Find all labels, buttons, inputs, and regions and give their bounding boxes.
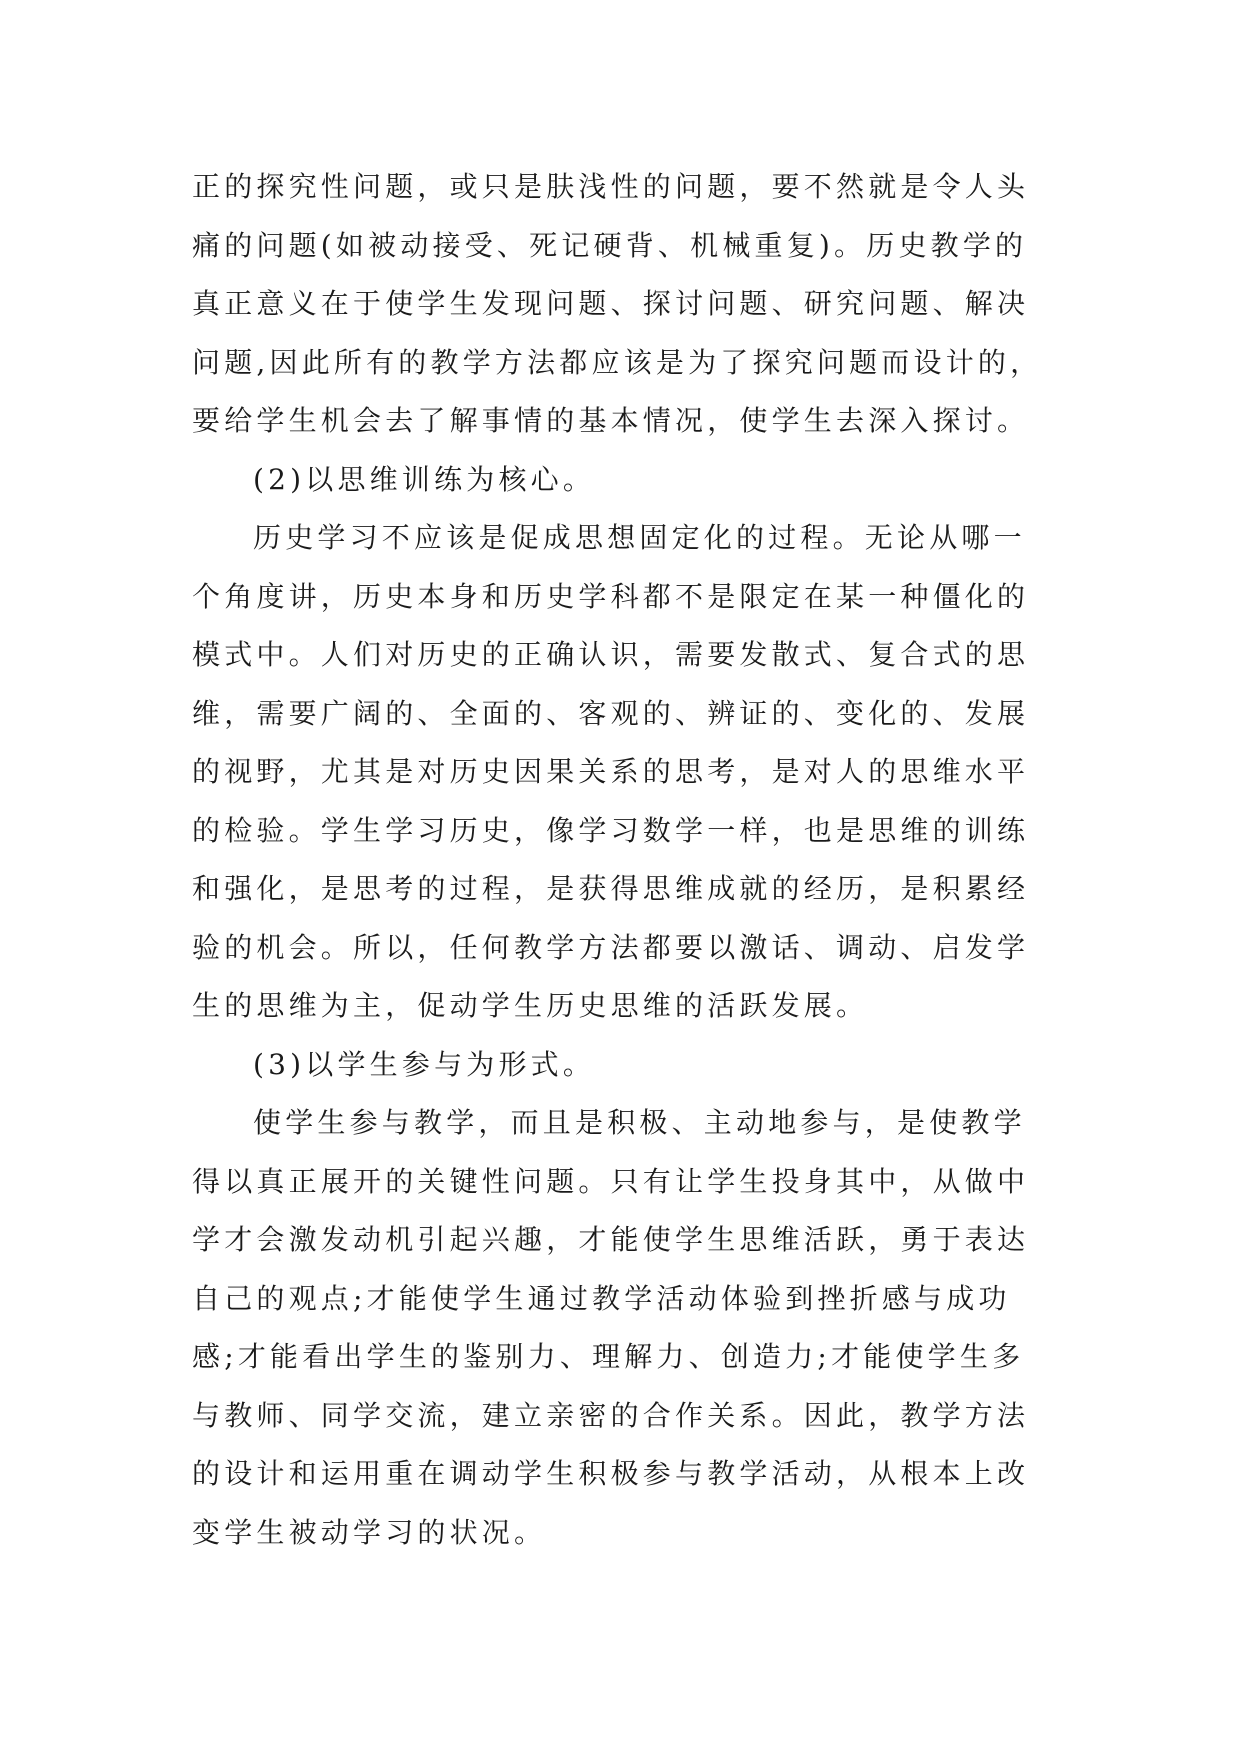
paragraph-1: [192, 158, 1052, 451]
text-line: 生的思维为主，促动学生历史思维的活跃发展。: [192, 989, 869, 1022]
text-line: 真正意义在于使学生发现问题、探讨问题、研究问题、解决: [192, 287, 1030, 320]
text-line: 的设计和运用重在调动学生积极参与教学活动，从根本上改: [192, 1457, 1030, 1490]
text-line: 和强化，是思考的过程，是获得思维成就的经历，是积累经: [192, 872, 1030, 905]
text-line: 学才会激发动机引起兴趣，才能使学生思维活跃，勇于表达: [192, 1223, 1030, 1256]
text-line: 的检验。学生学习历史，像学习数学一样，也是思维的训练: [192, 813, 1030, 847]
text-line: 验的机会。所以，任何教学方法都要以激话、调动、启发学: [192, 930, 1030, 964]
paragraph-3: [192, 509, 1052, 1036]
text-line: 的视野，尤其是对历史因果关系的思考，是对人的思维水平: [192, 755, 1030, 788]
text-line: 痛的问题(如被动接受、死记硬背、机械重复)。历史教学的: [192, 228, 1028, 262]
text-line: (3)以学生参与为形式。: [253, 1047, 596, 1081]
text-line: 自己的观点;才能使学生通过教学活动体验到挫折感与成功: [192, 1281, 1011, 1315]
text-line: 正的探究性问题，或只是肤浅性的问题，要不然就是令人头: [192, 170, 1030, 203]
text-line: 与教师、同学交流，建立亲密的合作关系。因此，教学方法: [192, 1398, 1030, 1432]
paragraph-5: [192, 1094, 1052, 1562]
text-line: 个角度讲，历史本身和历史学科都不是限定在某一种僵化的: [192, 579, 1030, 613]
text-line: 模式中。人们对历史的正确认识，需要发散式、复合式的思: [192, 638, 1030, 671]
text-line: 要给学生机会去了解事情的基本情况，使学生去深入探讨。: [192, 404, 1030, 437]
text-line: 得以真正展开的关键性问题。只有让学生投身其中，从做中: [192, 1164, 1030, 1198]
text-line: 历史学习不应该是促成思想固定化的过程。无论从哪一: [253, 521, 1026, 554]
text-line: 感;才能看出学生的鉴别力、理解力、创造力;才能使学生多: [192, 1340, 1025, 1373]
text-line: 使学生参与教学，而且是积极、主动地参与，是使教学: [253, 1106, 1026, 1139]
text-line: (2)以思维训练为核心。: [253, 462, 596, 496]
text-line: 维，需要广阔的、全面的、客观的、辨证的、变化的、发展: [192, 696, 1030, 730]
text-line: 变学生被动学习的状况。: [192, 1515, 547, 1549]
document-page: [192, 158, 1052, 1562]
section-heading-3: [192, 1036, 1052, 1095]
text-line: 问题,因此所有的教学方法都应该是为了探究问题而设计的，: [192, 345, 1043, 379]
section-heading-2: [192, 451, 1052, 510]
